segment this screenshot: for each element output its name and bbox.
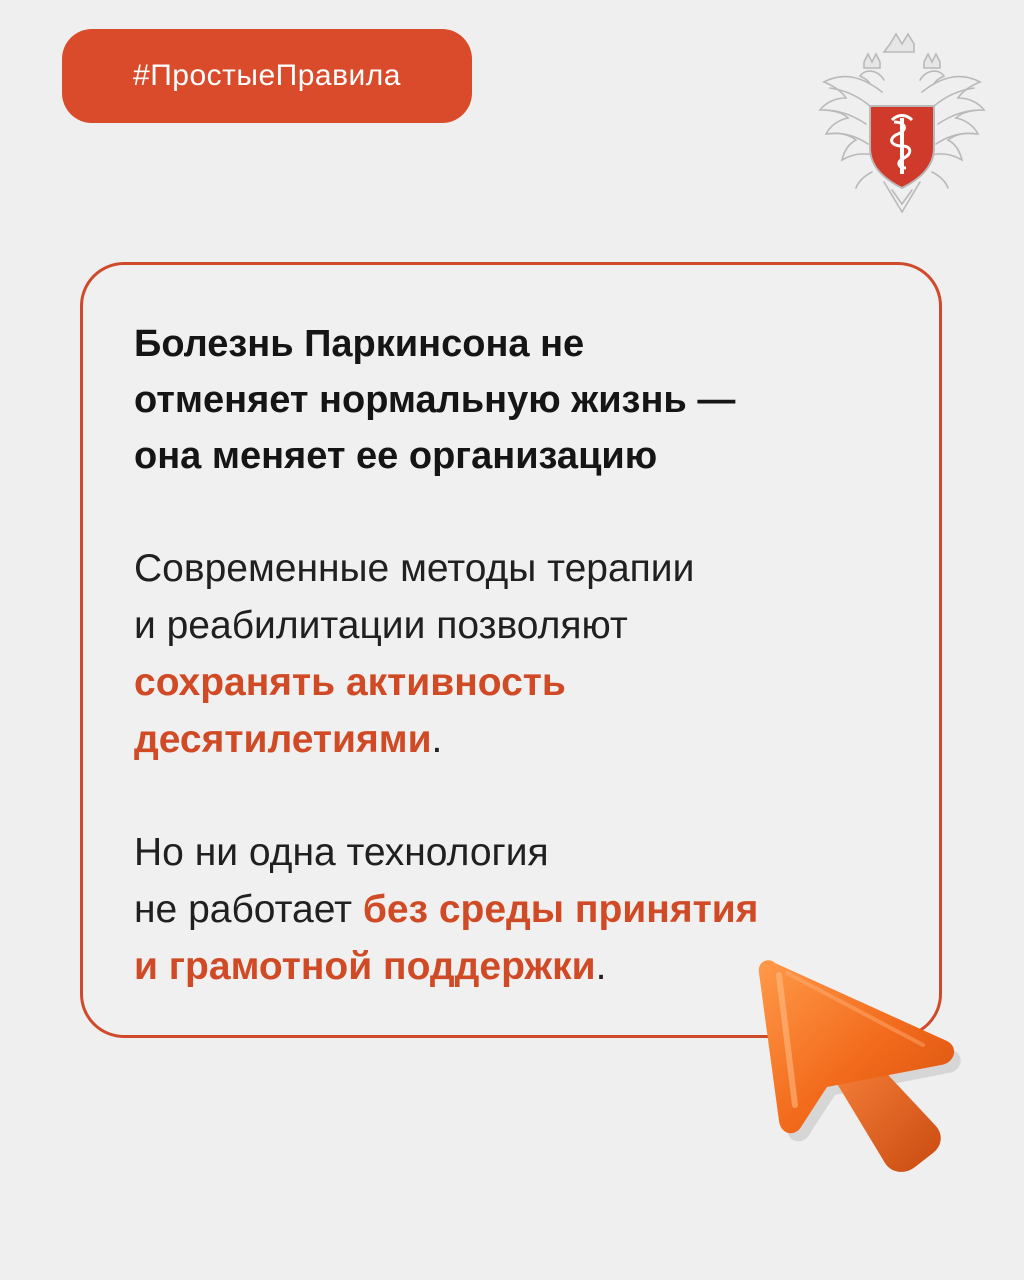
hashtag-badge — [62, 29, 472, 123]
paragraph1-highlight-1: сохранять активность — [134, 661, 566, 704]
paragraph1-line-2: и реабилитации позволяют — [134, 604, 628, 647]
paragraph2-period: . — [595, 945, 607, 988]
paragraph2-line-2: не работает — [134, 888, 363, 931]
headline — [134, 316, 904, 484]
eagle-emblem-icon — [812, 22, 992, 222]
paragraph2-line-1: Но ни одна технология — [134, 831, 549, 874]
paragraph2-highlight-1: без среды принятия — [362, 888, 759, 931]
paragraph1-line-1: Современные методы терапии — [134, 547, 695, 590]
hashtag-label: #ПростыеПравила — [133, 59, 401, 92]
headline-line-2: отменяет нормальную жизнь — — [134, 379, 736, 421]
paragraph-therapy — [134, 540, 904, 768]
paragraph1-period: . — [431, 718, 443, 761]
paragraph1-highlight-2: десятилетиями — [134, 718, 432, 761]
paragraph2-highlight-2: и грамотной поддержки — [134, 945, 596, 988]
headline-line-1: Болезнь Паркинсона не — [134, 323, 585, 365]
cursor-arrow-icon — [735, 945, 980, 1180]
headline-line-3: она меняет ее организацию — [134, 435, 658, 477]
